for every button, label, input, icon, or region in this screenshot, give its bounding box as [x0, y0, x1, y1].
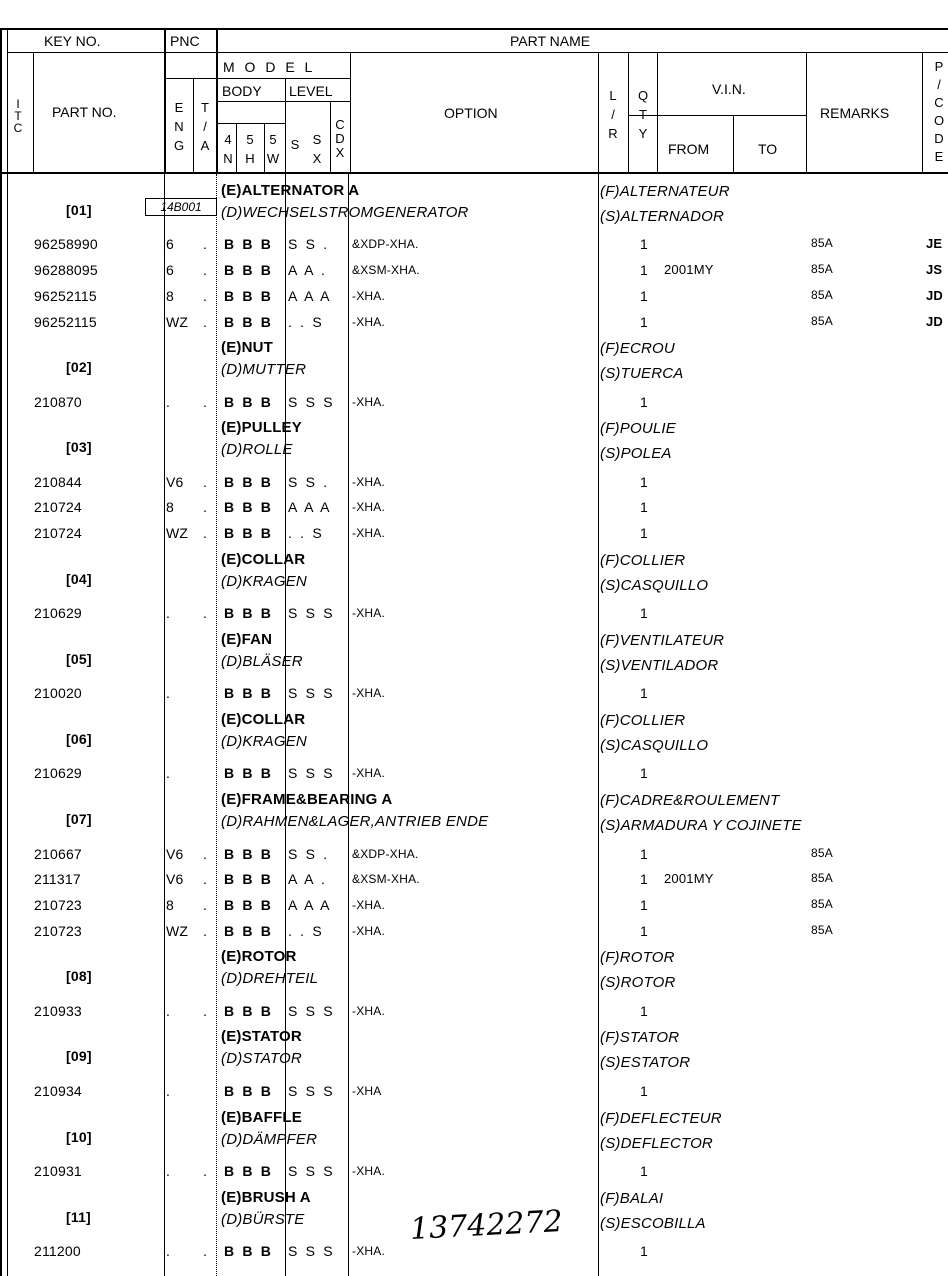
- part-name-es: (S)ESCOBILLA: [600, 1214, 706, 1232]
- part-number: 210020: [34, 685, 82, 702]
- option-code: &XSM-XHA.: [352, 263, 420, 278]
- part-number: 210934: [34, 1082, 82, 1099]
- part-name-es: (S)DEFLECTOR: [600, 1134, 713, 1152]
- key-number: [03]: [66, 439, 92, 456]
- body-codes: B B B: [224, 871, 274, 888]
- body-codes: B B B: [224, 685, 274, 702]
- body-codes: B B B: [224, 605, 274, 622]
- quantity: 1: [640, 287, 648, 304]
- part-name-es: (S)CASQUILLO: [600, 576, 709, 594]
- engine-code: V6: [166, 473, 184, 490]
- part-name-fr: (F)ALTERNATEUR: [600, 183, 730, 200]
- part-name-en: (E)ALTERNATOR A: [221, 182, 360, 199]
- part-name-de: (D)BÜRSTE: [221, 1210, 305, 1228]
- body-4n-header: 4 N: [223, 132, 233, 166]
- body-codes: B B B: [224, 765, 274, 782]
- part-number: 210724: [34, 499, 82, 516]
- pcode: JD: [926, 313, 944, 329]
- part-name-en: (E)COLLAR: [221, 711, 306, 728]
- body-header: BODY: [222, 83, 262, 99]
- option-code: -XHA: [352, 1083, 382, 1098]
- option-code: &XDP-XHA.: [352, 237, 419, 252]
- transaxle-code: .: [203, 287, 208, 304]
- remarks: 85A: [811, 845, 833, 860]
- to-header: TO: [758, 141, 778, 157]
- transaxle-code: .: [203, 393, 208, 410]
- quantity: 1: [640, 1002, 648, 1019]
- option-code: -XHA.: [352, 686, 386, 701]
- part-number: 211317: [34, 871, 81, 888]
- part-name-fr: (F)COLLIER: [600, 551, 686, 569]
- part-number: 96252115: [34, 287, 97, 304]
- pnc-header: PNC: [170, 33, 200, 49]
- body-codes: B B B: [224, 499, 274, 516]
- body-5w-header: 5 W: [266, 132, 280, 166]
- part-name-en: (E)FRAME&BEARING A: [221, 791, 393, 809]
- part-name-de: (D)KRAGEN: [221, 572, 307, 590]
- remarks: 85A: [811, 313, 833, 328]
- remarks: 85A: [811, 896, 833, 911]
- part-number: 96288095: [34, 262, 98, 279]
- transaxle-code: .: [203, 1002, 208, 1019]
- part-name-es: (S)ALTERNADOR: [600, 208, 724, 225]
- level-s-header: S: [290, 137, 300, 152]
- key-number: [09]: [66, 1048, 92, 1065]
- vin-from: 2001MY: [664, 871, 714, 887]
- quantity: 1: [640, 1162, 648, 1179]
- pcode: JS: [926, 262, 943, 278]
- part-name-es: (S)CASQUILLO: [600, 737, 709, 754]
- body-5h-header: 5 H: [245, 132, 255, 166]
- part-name-de: (D)WECHSELSTROMGENERATOR: [221, 204, 469, 221]
- model-header: M O D E L: [223, 59, 316, 75]
- quantity: 1: [640, 499, 648, 516]
- quantity: 1: [640, 605, 648, 622]
- eng-header: E N G: [173, 100, 185, 153]
- body-codes: B B B: [224, 236, 274, 253]
- quantity: 1: [640, 473, 648, 490]
- part-name-es: (S)ROTOR: [600, 974, 676, 992]
- part-name-de: (D)KRAGEN: [221, 733, 307, 750]
- vin-header: V.I.N.: [712, 81, 746, 97]
- option-code: -XHA.: [352, 1003, 386, 1018]
- quantity: 1: [640, 896, 648, 913]
- level-cdx-header: C D X: [335, 117, 345, 160]
- transaxle-code: .: [203, 313, 208, 330]
- part-name-en: (E)PULLEY: [221, 419, 302, 437]
- quantity: 1: [640, 1243, 648, 1259]
- engine-code: WZ: [166, 525, 189, 542]
- quantity: 1: [640, 393, 648, 410]
- part-name-de: (D)DÄMPFER: [221, 1130, 318, 1148]
- remarks: 85A: [811, 236, 833, 251]
- level-codes: . . S: [288, 313, 324, 330]
- key-number: [02]: [66, 359, 92, 376]
- part-number: 210723: [34, 896, 82, 913]
- key-no-header: KEY NO.: [44, 33, 101, 49]
- option-code: -XHA.: [352, 314, 386, 329]
- option-code: -XHA.: [352, 1163, 386, 1178]
- transaxle-code: .: [203, 871, 208, 888]
- handwritten-note: 13742272: [409, 1204, 564, 1247]
- part-number: 210724: [34, 525, 82, 542]
- level-codes: S S S: [288, 765, 335, 782]
- level-codes: S S S: [288, 605, 335, 622]
- level-header: LEVEL: [289, 83, 333, 99]
- part-name-de: (D)RAHMEN&LAGER,ANTRIEB ENDE: [221, 813, 489, 831]
- part-name-en: (E)FAN: [221, 630, 273, 648]
- option-code: -XHA.: [352, 766, 386, 781]
- engine-code: V6: [166, 845, 184, 862]
- part-number: 210933: [34, 1002, 82, 1019]
- engine-code: .: [166, 685, 171, 702]
- level-codes: S S S: [288, 685, 335, 702]
- remarks: 85A: [811, 922, 833, 937]
- part-name-es: (S)ESTATOR: [600, 1054, 691, 1072]
- level-codes: A A A: [288, 287, 332, 304]
- part-name-fr: (F)ROTOR: [600, 949, 675, 967]
- lr-header: L / R: [608, 88, 618, 141]
- part-name-de: (D)ROLLE: [221, 441, 293, 459]
- part-name-de: (D)DREHTEIL: [221, 970, 319, 988]
- key-number: [08]: [66, 968, 92, 985]
- itc-header: I T C: [13, 97, 23, 135]
- transaxle-code: .: [203, 1243, 208, 1259]
- part-name-es: (S)VENTILADOR: [600, 656, 719, 674]
- engine-code: 8: [166, 499, 174, 516]
- option-code: -XHA.: [352, 897, 386, 912]
- quantity: 1: [640, 313, 648, 330]
- option-code: -XHA.: [352, 923, 386, 938]
- quantity: 1: [640, 922, 648, 939]
- key-number: [04]: [66, 570, 92, 587]
- quantity: 1: [640, 871, 648, 888]
- part-number: 210931: [34, 1162, 82, 1179]
- part-name-fr: (F)COLLIER: [600, 712, 686, 729]
- body-codes: B B B: [224, 1082, 274, 1099]
- part-no-header: PART NO.: [52, 104, 117, 120]
- remarks: 85A: [811, 871, 833, 886]
- pcode-header: P / C O D E: [933, 59, 945, 164]
- quantity: 1: [640, 525, 648, 542]
- option-code: -XHA.: [352, 1244, 386, 1258]
- transaxle-code: .: [203, 896, 208, 913]
- quantity: 1: [640, 236, 648, 253]
- part-number: 210667: [34, 845, 82, 862]
- option-code: -XHA.: [352, 474, 386, 489]
- part-name-en: (E)BAFFLE: [221, 1108, 302, 1126]
- key-number: [06]: [66, 731, 92, 747]
- engine-code: .: [166, 605, 171, 622]
- body-codes: B B B: [224, 922, 274, 939]
- part-name-en: (E)NUT: [221, 339, 274, 357]
- engine-code: 8: [166, 287, 174, 304]
- part-name-es: (S)TUERCA: [600, 365, 684, 383]
- pnc-code-box: 14B001: [145, 198, 217, 216]
- transaxle-code: .: [203, 236, 208, 253]
- remarks-header: REMARKS: [820, 105, 890, 121]
- part-name-es: (S)POLEA: [600, 445, 672, 463]
- engine-code: .: [166, 765, 171, 782]
- transaxle-code: .: [203, 922, 208, 939]
- key-number: [01]: [66, 202, 92, 218]
- engine-code: V6: [166, 871, 184, 888]
- part-name-fr: (F)STATOR: [600, 1029, 680, 1047]
- transaxle-code: .: [203, 262, 208, 279]
- option-code: -XHA.: [352, 500, 386, 515]
- part-name-de: (D)MUTTER: [221, 361, 307, 379]
- part-number: 211200: [34, 1243, 81, 1259]
- transaxle-code: .: [203, 845, 208, 862]
- level-codes: A A .: [288, 871, 328, 888]
- part-name-en: (E)STATOR: [221, 1028, 302, 1046]
- body-codes: B B B: [224, 393, 274, 410]
- part-number: 96252115: [34, 313, 97, 330]
- level-codes: A A .: [288, 262, 328, 279]
- level-codes: S S S: [288, 1082, 335, 1099]
- transaxle-code: .: [203, 499, 208, 516]
- level-codes: S S S: [288, 1162, 335, 1179]
- level-codes: A A A: [288, 499, 332, 516]
- engine-code: .: [166, 1162, 171, 1179]
- engine-code: WZ: [166, 922, 189, 939]
- body-codes: B B B: [224, 287, 274, 304]
- level-codes: . . S: [288, 525, 324, 542]
- part-name-fr: (F)VENTILATEUR: [600, 631, 725, 649]
- option-header: OPTION: [444, 105, 498, 121]
- level-codes: S S S: [288, 1243, 335, 1259]
- body-codes: B B B: [224, 1243, 274, 1259]
- option-code: -XHA.: [352, 394, 386, 409]
- part-name-fr: (F)DEFLECTEUR: [600, 1109, 722, 1127]
- part-name-de: (D)BLÄSER: [221, 652, 303, 670]
- part-name-fr: (F)CADRE&ROULEMENT: [600, 792, 780, 810]
- body-codes: B B B: [224, 896, 274, 913]
- part-number: 210723: [34, 922, 82, 939]
- engine-code: 8: [166, 896, 174, 913]
- engine-code: WZ: [166, 313, 189, 330]
- body-codes: B B B: [224, 262, 274, 279]
- transaxle-code: .: [203, 473, 208, 490]
- quantity: 1: [640, 685, 648, 702]
- engine-code: 6: [166, 236, 174, 253]
- transaxle-code: .: [203, 1162, 208, 1179]
- option-code: &XSM-XHA.: [352, 872, 420, 887]
- remarks: 85A: [811, 262, 833, 277]
- quantity: 1: [640, 1082, 648, 1099]
- level-codes: S S .: [288, 236, 330, 253]
- level-codes: S S S: [288, 1002, 335, 1019]
- engine-code: .: [166, 1002, 171, 1019]
- body-codes: B B B: [224, 845, 274, 862]
- transaxle-code: .: [203, 605, 208, 622]
- level-codes: . . S: [288, 922, 324, 939]
- part-name-es: (S)ARMADURA Y COJINETE: [600, 817, 802, 835]
- key-number: [07]: [66, 811, 92, 828]
- part-number: 210629: [34, 605, 82, 622]
- option-code: &XDP-XHA.: [352, 846, 419, 861]
- part-name-fr: (F)BALAI: [600, 1189, 664, 1207]
- option-code: -XHA.: [352, 288, 386, 303]
- ta-header: T / A: [200, 100, 210, 153]
- engine-code: .: [166, 1082, 171, 1099]
- key-number: [10]: [66, 1128, 92, 1145]
- part-name-de: (D)STATOR: [221, 1050, 302, 1068]
- part-number: 210870: [34, 393, 82, 410]
- engine-code: 6: [166, 262, 174, 279]
- part-name-header: PART NAME: [510, 33, 591, 49]
- part-name-fr: (F)POULIE: [600, 420, 676, 438]
- part-name-en: (E)ROTOR: [221, 948, 297, 966]
- part-name-fr: (F)ECROU: [600, 340, 675, 358]
- level-codes: S S .: [288, 473, 330, 490]
- transaxle-code: .: [203, 525, 208, 542]
- part-name-en: (E)BRUSH A: [221, 1188, 311, 1206]
- key-number: [11]: [66, 1208, 91, 1225]
- engine-code: .: [166, 1243, 171, 1259]
- level-codes: S S S: [288, 393, 335, 410]
- level-sx-header: S X: [312, 132, 322, 166]
- part-number: 210844: [34, 473, 82, 490]
- body-codes: B B B: [224, 313, 274, 330]
- pcode: JE: [926, 236, 943, 252]
- option-code: -XHA.: [352, 606, 386, 621]
- pcode: JD: [926, 287, 944, 303]
- vin-from: 2001MY: [664, 262, 714, 278]
- quantity: 1: [640, 845, 648, 862]
- part-number: 210629: [34, 765, 82, 782]
- engine-code: .: [166, 393, 171, 410]
- from-header: FROM: [668, 141, 710, 157]
- level-codes: S S .: [288, 845, 330, 862]
- body-codes: B B B: [224, 1162, 274, 1179]
- remarks: 85A: [811, 287, 833, 302]
- option-code: -XHA.: [352, 526, 386, 541]
- part-name-en: (E)COLLAR: [221, 550, 306, 568]
- quantity: 1: [640, 765, 648, 782]
- key-number: [05]: [66, 650, 92, 667]
- body-codes: B B B: [224, 473, 274, 490]
- part-number: 96258990: [34, 236, 98, 253]
- qty-header: Q T Y: [637, 88, 649, 141]
- body-codes: B B B: [224, 1002, 274, 1019]
- level-codes: A A A: [288, 896, 332, 913]
- quantity: 1: [640, 262, 648, 279]
- body-codes: B B B: [224, 525, 274, 542]
